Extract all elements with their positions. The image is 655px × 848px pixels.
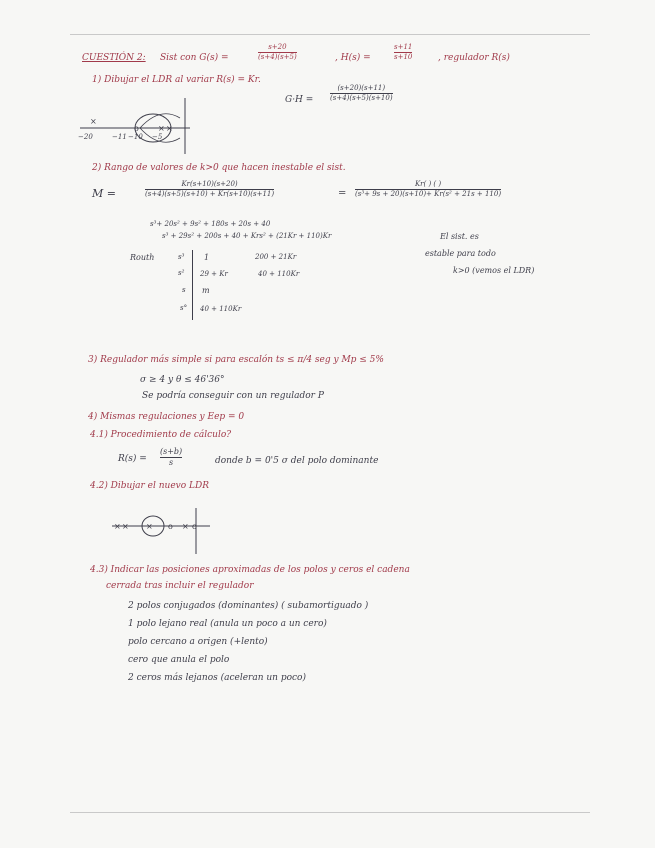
q4-label: 4) Mismas regulaciones y Eep = 0 [88,412,245,422]
g-fraction [258,44,297,61]
routh-cell: m [202,286,210,295]
g-numerator: s+20 [268,43,287,51]
m2-numerator: Kr( ) ( ) [414,180,442,188]
m-numerator: Kr(s+10)(s+20) [181,180,238,188]
tick-label-2: −11 [112,133,127,141]
gh-numerator: (s+20)(s+11) [337,84,386,92]
r-denominator: s [169,458,174,467]
stability-conclusion-2: estable para todo [425,249,496,258]
routh-power: s [182,286,186,294]
root-locus-sketch-2 [110,506,220,556]
list-item: 2 ceros más lejanos (aceleran un poco) [128,673,306,683]
list-item: cero que anula el polo [128,655,230,665]
svg-text:o: o [134,124,139,133]
q42-label: 4.2) Dibujar el nuevo LDR [90,481,209,491]
routh-cell: 1 [204,253,210,262]
m-fraction [145,181,274,198]
gh-fraction [330,85,393,102]
routh-power: s³ [178,253,185,261]
m-denominator: (s+4)(s+5)(s+10) + Kr(s+10)(s+11) [145,190,275,198]
q3-line-2: Se podría conseguir con un regulador P [142,391,324,401]
question-title: CUESTIÓN 2: [82,53,146,63]
top-rule-line [70,34,590,35]
svg-text:×: × [122,522,129,531]
r-description: donde b = 0'5 σ del polo dominante [215,456,379,466]
m-label: M = [92,187,116,200]
tick-label-4: −5 [152,133,163,141]
svg-text:×: × [166,124,173,133]
q3-label: 3) Regulador más simple si para escalón ts ≤ π/4 seg y Mp ≤ 5% [88,355,384,365]
q41-label: 4.1) Procedimiento de cálculo? [90,430,232,440]
expansion-line-1: s³+ 20s² + 9s² + 180s + 20s + 40 [150,220,271,228]
h-numerator: s+11 [394,43,413,51]
r-fraction [160,448,182,467]
routh-divider [192,250,193,320]
expansion-line-2: s³ + 29s² + 200s + 40 + Krs² + (21Kr + 110)Kr [162,232,332,240]
list-item: 1 polo lejano real (anula un poco a un cero) [128,619,327,629]
routh-cell: 29 + Kr [200,270,228,278]
q3-line-1: σ ≥ 4 y θ ≤ 46'36° [140,375,225,385]
tick-label-1: −20 [78,133,93,141]
q43-label-line-1: 4.3) Indicar las posiciones aproximadas de los polos y ceros el cadena [90,565,410,575]
q1-label: 1) Dibujar el LDR al variar R(s) = Kr. [92,75,261,85]
equals-sign: = [338,188,347,199]
q2-label: 2) Rango de valores de k>0 que hacen inestable el sist. [92,163,346,173]
routh-cell: 40 + 110Kr [258,270,300,278]
svg-text:×: × [146,522,153,531]
h-label: , H(s) = [335,53,371,63]
gh-denominator: (s+4)(s+5)(s+10) [330,94,393,102]
h-denominator: s+10 [394,53,413,61]
g-denominator: (s+4)(s+5) [258,53,297,61]
q43-label-line-2: cerrada tras incluir el regulador [106,581,254,591]
r-numerator: (s+b) [160,447,183,456]
routh-power: s° [180,304,188,312]
list-item: polo cercano a origen (+lento) [128,637,268,647]
svg-text:×: × [114,522,121,531]
routh-label: Routh [130,253,155,262]
routh-cell: 40 + 110Kr [200,305,242,313]
routh-power: s² [178,269,185,277]
svg-text:×: × [90,117,97,126]
list-item: 2 polos conjugados (dominantes) ( subamortiguado ) [128,601,369,611]
root-locus-sketch-1 [70,96,210,156]
tick-label-3: −10 [128,133,143,141]
routh-cell: 200 + 21Kr [255,253,297,261]
m2-fraction [355,181,501,198]
stability-conclusion-1: El sist. es [440,232,479,241]
r-label: R(s) = [118,454,147,464]
gh-label: G·H = [285,95,314,105]
svg-text:×: × [182,522,189,531]
svg-text:o: o [192,522,197,531]
svg-text:×: × [158,124,165,133]
m2-denominator: (s³+ 9s + 20)(s+10)+ Kr(s² + 21s + 110) [355,190,502,198]
bottom-rule-line [70,812,590,813]
stability-conclusion-3: k>0 (vemos el LDR) [453,266,535,275]
header-intro: Sist con G(s) = [160,53,229,63]
h-fraction [394,44,412,61]
header-regulator: , regulador R(s) [438,53,510,63]
svg-text:o: o [168,522,173,531]
